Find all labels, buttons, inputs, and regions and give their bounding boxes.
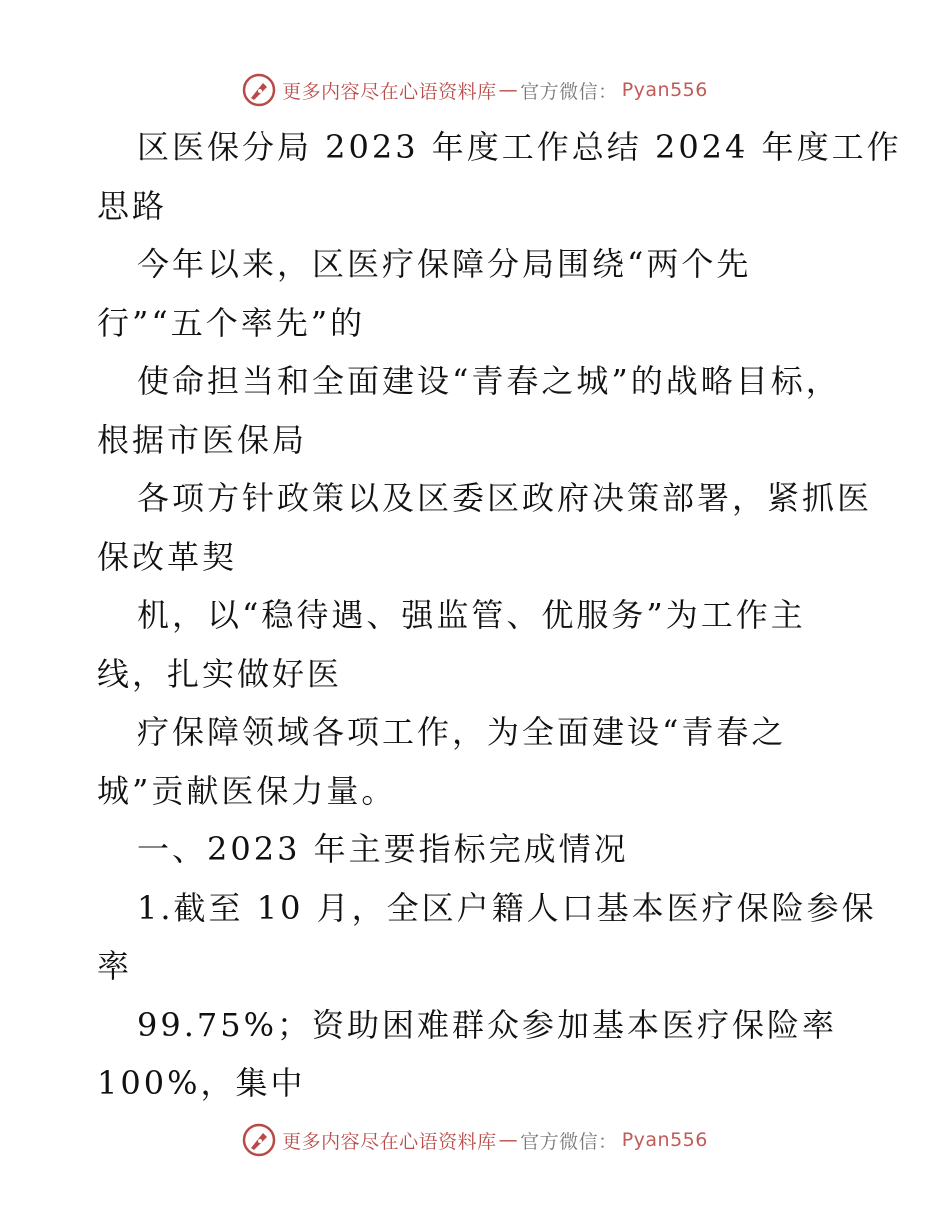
- text-line: 保改革契: [97, 537, 238, 576]
- text-line: 各项方针政策以及区委区政府决策部署，紧抓医: [137, 479, 873, 517]
- watermark-dash: —: [498, 79, 519, 101]
- watermark-account: Pyan556: [621, 79, 708, 101]
- text-line: 思路: [97, 186, 168, 225]
- text-line: 1.截至 10 月，全区户籍人口基本医疗保险参保: [137, 888, 877, 927]
- text-line: 今年以来，区医疗保障分局围绕“两个先: [137, 245, 752, 283]
- watermark-site: 更多内容尽在心语资料库: [282, 80, 497, 103]
- text-line: 一、2023 年主要指标完成情况: [137, 830, 629, 868]
- text-line: 根据市医保局: [97, 420, 308, 459]
- text-line: 机，以“稳待遇、强监管、优服务”为工作主: [137, 596, 806, 634]
- watermark-site: 更多内容尽在心语资料库: [282, 1130, 497, 1153]
- text-line: 城”贡献医保力量。: [97, 771, 397, 810]
- text-line: 线，扎实做好医: [97, 654, 343, 693]
- watermark-account: Pyan556: [621, 1129, 708, 1151]
- text-line: 区医保分局 2023 年度工作总结 2024 年度工作: [137, 128, 902, 166]
- text-line: 率: [97, 947, 133, 985]
- text-line: 行”“五个率先”的: [97, 303, 366, 342]
- text-line: 100%，集中: [97, 1064, 306, 1102]
- watermark-banner-bottom: [0, 1120, 950, 1160]
- text-line: 疗保障领域各项工作，为全面建设“青春之: [137, 713, 787, 751]
- watermark-wechat-label: 官方微信：: [520, 80, 618, 103]
- watermark-banner-top: [0, 70, 950, 110]
- document-body: [97, 118, 902, 1113]
- pen-nib-logo-icon: [242, 1123, 276, 1157]
- pen-nib-logo-icon: [242, 73, 276, 107]
- watermark-dash: —: [498, 1129, 519, 1151]
- watermark-wechat-label: 官方微信：: [520, 1130, 618, 1153]
- text-line: 使命担当和全面建设“青春之城”的战略目标，: [137, 362, 841, 400]
- text-line: 99.75%；资助困难群众参加基本医疗保险率: [137, 1005, 838, 1044]
